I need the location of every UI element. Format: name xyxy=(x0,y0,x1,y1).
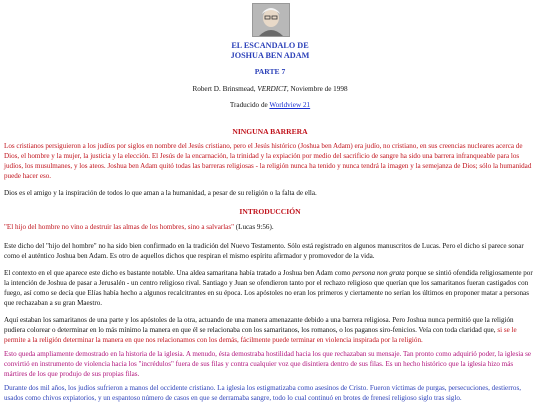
paragraph-2: Dios es el amigo y la inspiración de todos lo que aman a la humanidad, a pesar de su religión o la falta de ella. xyxy=(4,189,317,197)
byline-publication: VERDICT xyxy=(257,85,287,93)
paragraph-6 xyxy=(4,315,534,345)
paragraph-5-b: porque se sintió ofendida religiosamente por la intención de Joshua de pasar a Jerusalén - un centro religioso rival. Santiago y Juan se ofendieron tanto por el rechazo religioso que querían que los samaritanos fueran castigados con fuego, así como se decía que Elías había hecho a algunos recalcitrantes en su época. Los apóstoles no eran los primeros y ciertamente no serían los últimos en proponer matar a personas que rechazaban a su gran Maestro. xyxy=(4,269,533,308)
author-portrait-icon xyxy=(253,4,289,36)
paragraph-8: Durante dos mil años, los judíos sufrieron a manos del occidente cristiano. La iglesia los estigmatizaba como asesinos de Cristo. Fueron víctimas de purgas, persecuciones, destierros, usados como chivos expiatorios, y un espantoso número de casos en que se derramaba sangre, todo lo cual continuó en brotes de frenesí religioso siglo tras siglo. xyxy=(4,384,521,403)
paragraph-5-a: El contexto en el que aparece este dicho es bastante notable. Una aldea samaritana había tratado a Joshua ben Adam como xyxy=(4,269,353,277)
byline xyxy=(0,84,540,94)
paragraph-5 xyxy=(4,268,534,308)
title-line-2: JOSHUA BEN ADAM xyxy=(230,51,310,60)
paragraph-1-lead: Los cristianos persiguieron a los judíos por siglos en nombre del Jesús cristiano, pero el Jesús histórico (Joshua ben Adam) era judío, no cristiano, xyxy=(4,142,419,150)
section-heading-intro: INTRODUCCIÓN xyxy=(239,207,301,216)
part-label: PARTE 7 xyxy=(254,67,286,76)
translation-prefix: Traducido de xyxy=(229,101,270,109)
paragraph-6-a: Aquí estaban los samaritanos de una parte y los apóstoles de la otra, actuando de una manera amenazante debido a una barrera religiosa. Pero Joshua nunca permitió que la religión pudiera colorear o determinar en lo más mínimo la manera en que él se relacionaba con los samaritanos, los romanos, o los paganos siro-fenicios. Veía con toda claridad que, xyxy=(4,316,514,335)
paragraph-7: Esto queda ampliamente demostrado en la historia de la iglesia. A menudo, ésta demostraba hostilidad hacia los que rechazaban su mensaje. Tan pronto como adquirió poder, la iglesia se convirtió en instrumento de violencia hacia los "incrédulos" fuera de sus filas y contra cualquier voz que disintiera dentro de sus filas. Es un hecho histórico que la iglesia hizo más mártires de los que produjo de sus propias filas. xyxy=(4,350,532,379)
byline-date: , Noviembre de 1998 xyxy=(286,85,348,93)
translation-line xyxy=(0,100,540,110)
worldview-link[interactable]: Worldview 21 xyxy=(269,101,311,109)
luke-quote: "El hijo del hombre no vino a destruir las almas de los hombres, sino a salvarlas" xyxy=(4,223,234,231)
paragraph-1 xyxy=(4,141,534,181)
paragraph-3 xyxy=(4,222,534,232)
title-line-1: EL ESCANDALO DE xyxy=(231,41,309,50)
byline-author: Robert D. Brinsmead, xyxy=(192,85,256,93)
luke-reference: (Lucas 9:56). xyxy=(234,223,274,231)
paragraph-4: Este dicho del "hijo del hombre" no ha sido bien confirmado en la tradición del Nuevo Testamento. Sólo está registrado en algunos manuscritos de Lucas. Pero el dicho sí parece sonar como el auténtico Joshua ben Adam. Es otro de aquellos dichos que respiran el mismo espíritu afirmador y promovedor de la vida. xyxy=(4,242,524,261)
paragraph-5-emphasis: persona non grata xyxy=(352,269,405,277)
paragraph-6-b: si se le permite a la religión determinar la manera en que nos relacionamos con los demás, fácilmente puede terminar en violencia inspirada por la religión. xyxy=(4,326,517,345)
section-heading-barrera: NINGUNA BARRERA xyxy=(232,127,308,136)
paragraph-1-body: en sus creencias nucleares acerca de Dios, el hombre y la mujer, la justicia y la elección. El Jesús de la encarnación, la trinidad y la expiación por medio del sacrificio de sangre ha sido una barrera infranqueable para los judíos, los musulmanes, y los ateos. Joshua ben Adam quitó todas las barreras religiosas - la religión nunca ha tenido y nunca tendrá la imagen y la semejanza de Dios; sólo la humanidad puede hacer eso. xyxy=(4,142,532,181)
author-photo xyxy=(252,3,290,37)
